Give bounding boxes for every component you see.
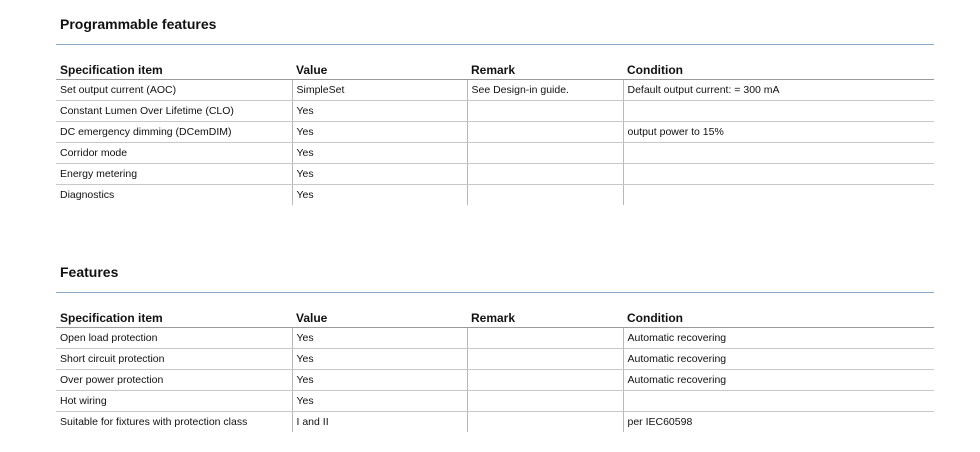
section-divider <box>56 292 934 293</box>
column-header: Condition <box>623 307 934 328</box>
cell-remark <box>467 328 623 349</box>
cell-value: SimpleSet <box>292 80 467 101</box>
cell-condition: Automatic recovering <box>623 349 934 370</box>
cell-value: I and II <box>292 412 467 433</box>
programmable-features-section <box>56 10 934 205</box>
column-header: Specification item <box>56 59 292 80</box>
table-row <box>56 143 934 164</box>
cell-condition <box>623 101 934 122</box>
cell-remark <box>467 391 623 412</box>
section-title: Features <box>60 264 119 280</box>
cell-remark: See Design-in guide. <box>467 80 623 101</box>
cell-remark <box>467 164 623 185</box>
cell-spec-item: DC emergency dimming (DCemDIM) <box>56 122 292 143</box>
cell-value: Yes <box>292 370 467 391</box>
cell-spec-item: Diagnostics <box>60 189 115 201</box>
cell-condition <box>623 391 934 412</box>
cell-spec-item: Short circuit protection <box>56 349 292 370</box>
cell-spec-item: Open load protection <box>56 328 292 349</box>
cell-spec-item: Suitable for fixtures with protection class <box>60 416 248 428</box>
cell-condition: Default output current: = 300 mA <box>623 80 934 101</box>
table-row <box>56 80 934 101</box>
cell-remark <box>467 370 623 391</box>
cell-remark <box>467 412 623 433</box>
column-header: Condition <box>623 59 934 80</box>
cell-remark <box>467 185 623 206</box>
table-row <box>56 349 934 370</box>
cell-condition: Automatic recovering <box>623 328 934 349</box>
table-row <box>56 101 934 122</box>
cell-value: Yes <box>292 143 467 164</box>
cell-spec-item: Hot wiring <box>56 391 292 412</box>
cell-remark <box>467 349 623 370</box>
table-header-row <box>56 307 934 328</box>
column-header: Value <box>292 59 467 80</box>
cell-value: Yes <box>292 391 467 412</box>
table-row <box>56 164 934 185</box>
table-row <box>56 412 934 433</box>
cell-spec-item: Set output current (AOC) <box>56 80 292 101</box>
cell-value: Yes <box>292 101 467 122</box>
cell-remark <box>467 101 623 122</box>
table-row <box>56 391 934 412</box>
table-row <box>56 328 934 349</box>
cell-condition: per IEC60598 <box>623 412 934 433</box>
cell-value: Yes <box>292 164 467 185</box>
table-header-row <box>56 59 934 80</box>
features-section <box>56 258 934 432</box>
column-header: Remark <box>467 307 623 328</box>
table-row <box>56 185 934 206</box>
cell-value: Yes <box>292 122 467 143</box>
cell-remark <box>467 122 623 143</box>
column-header: Remark <box>467 59 623 80</box>
cell-value: Yes <box>292 328 467 349</box>
section-divider <box>56 44 934 45</box>
section-title: Programmable features <box>60 16 217 32</box>
table-row <box>56 370 934 391</box>
cell-condition: Automatic recovering <box>623 370 934 391</box>
features-table <box>56 307 934 432</box>
cell-condition <box>623 185 934 206</box>
cell-remark <box>467 143 623 164</box>
cell-spec-item: Corridor mode <box>56 143 292 164</box>
cell-value: Yes <box>292 185 467 206</box>
cell-spec-item: Over power protection <box>56 370 292 391</box>
cell-spec-item: Energy metering <box>56 164 292 185</box>
table-row <box>56 122 934 143</box>
column-header: Value <box>292 307 467 328</box>
cell-condition <box>623 143 934 164</box>
cell-spec-item: Constant Lumen Over Lifetime (CLO) <box>56 101 292 122</box>
cell-condition <box>623 164 934 185</box>
programmable-features-table <box>56 59 934 205</box>
cell-value: Yes <box>292 349 467 370</box>
cell-condition: output power to 15% <box>623 122 934 143</box>
column-header: Specification item <box>56 307 292 328</box>
